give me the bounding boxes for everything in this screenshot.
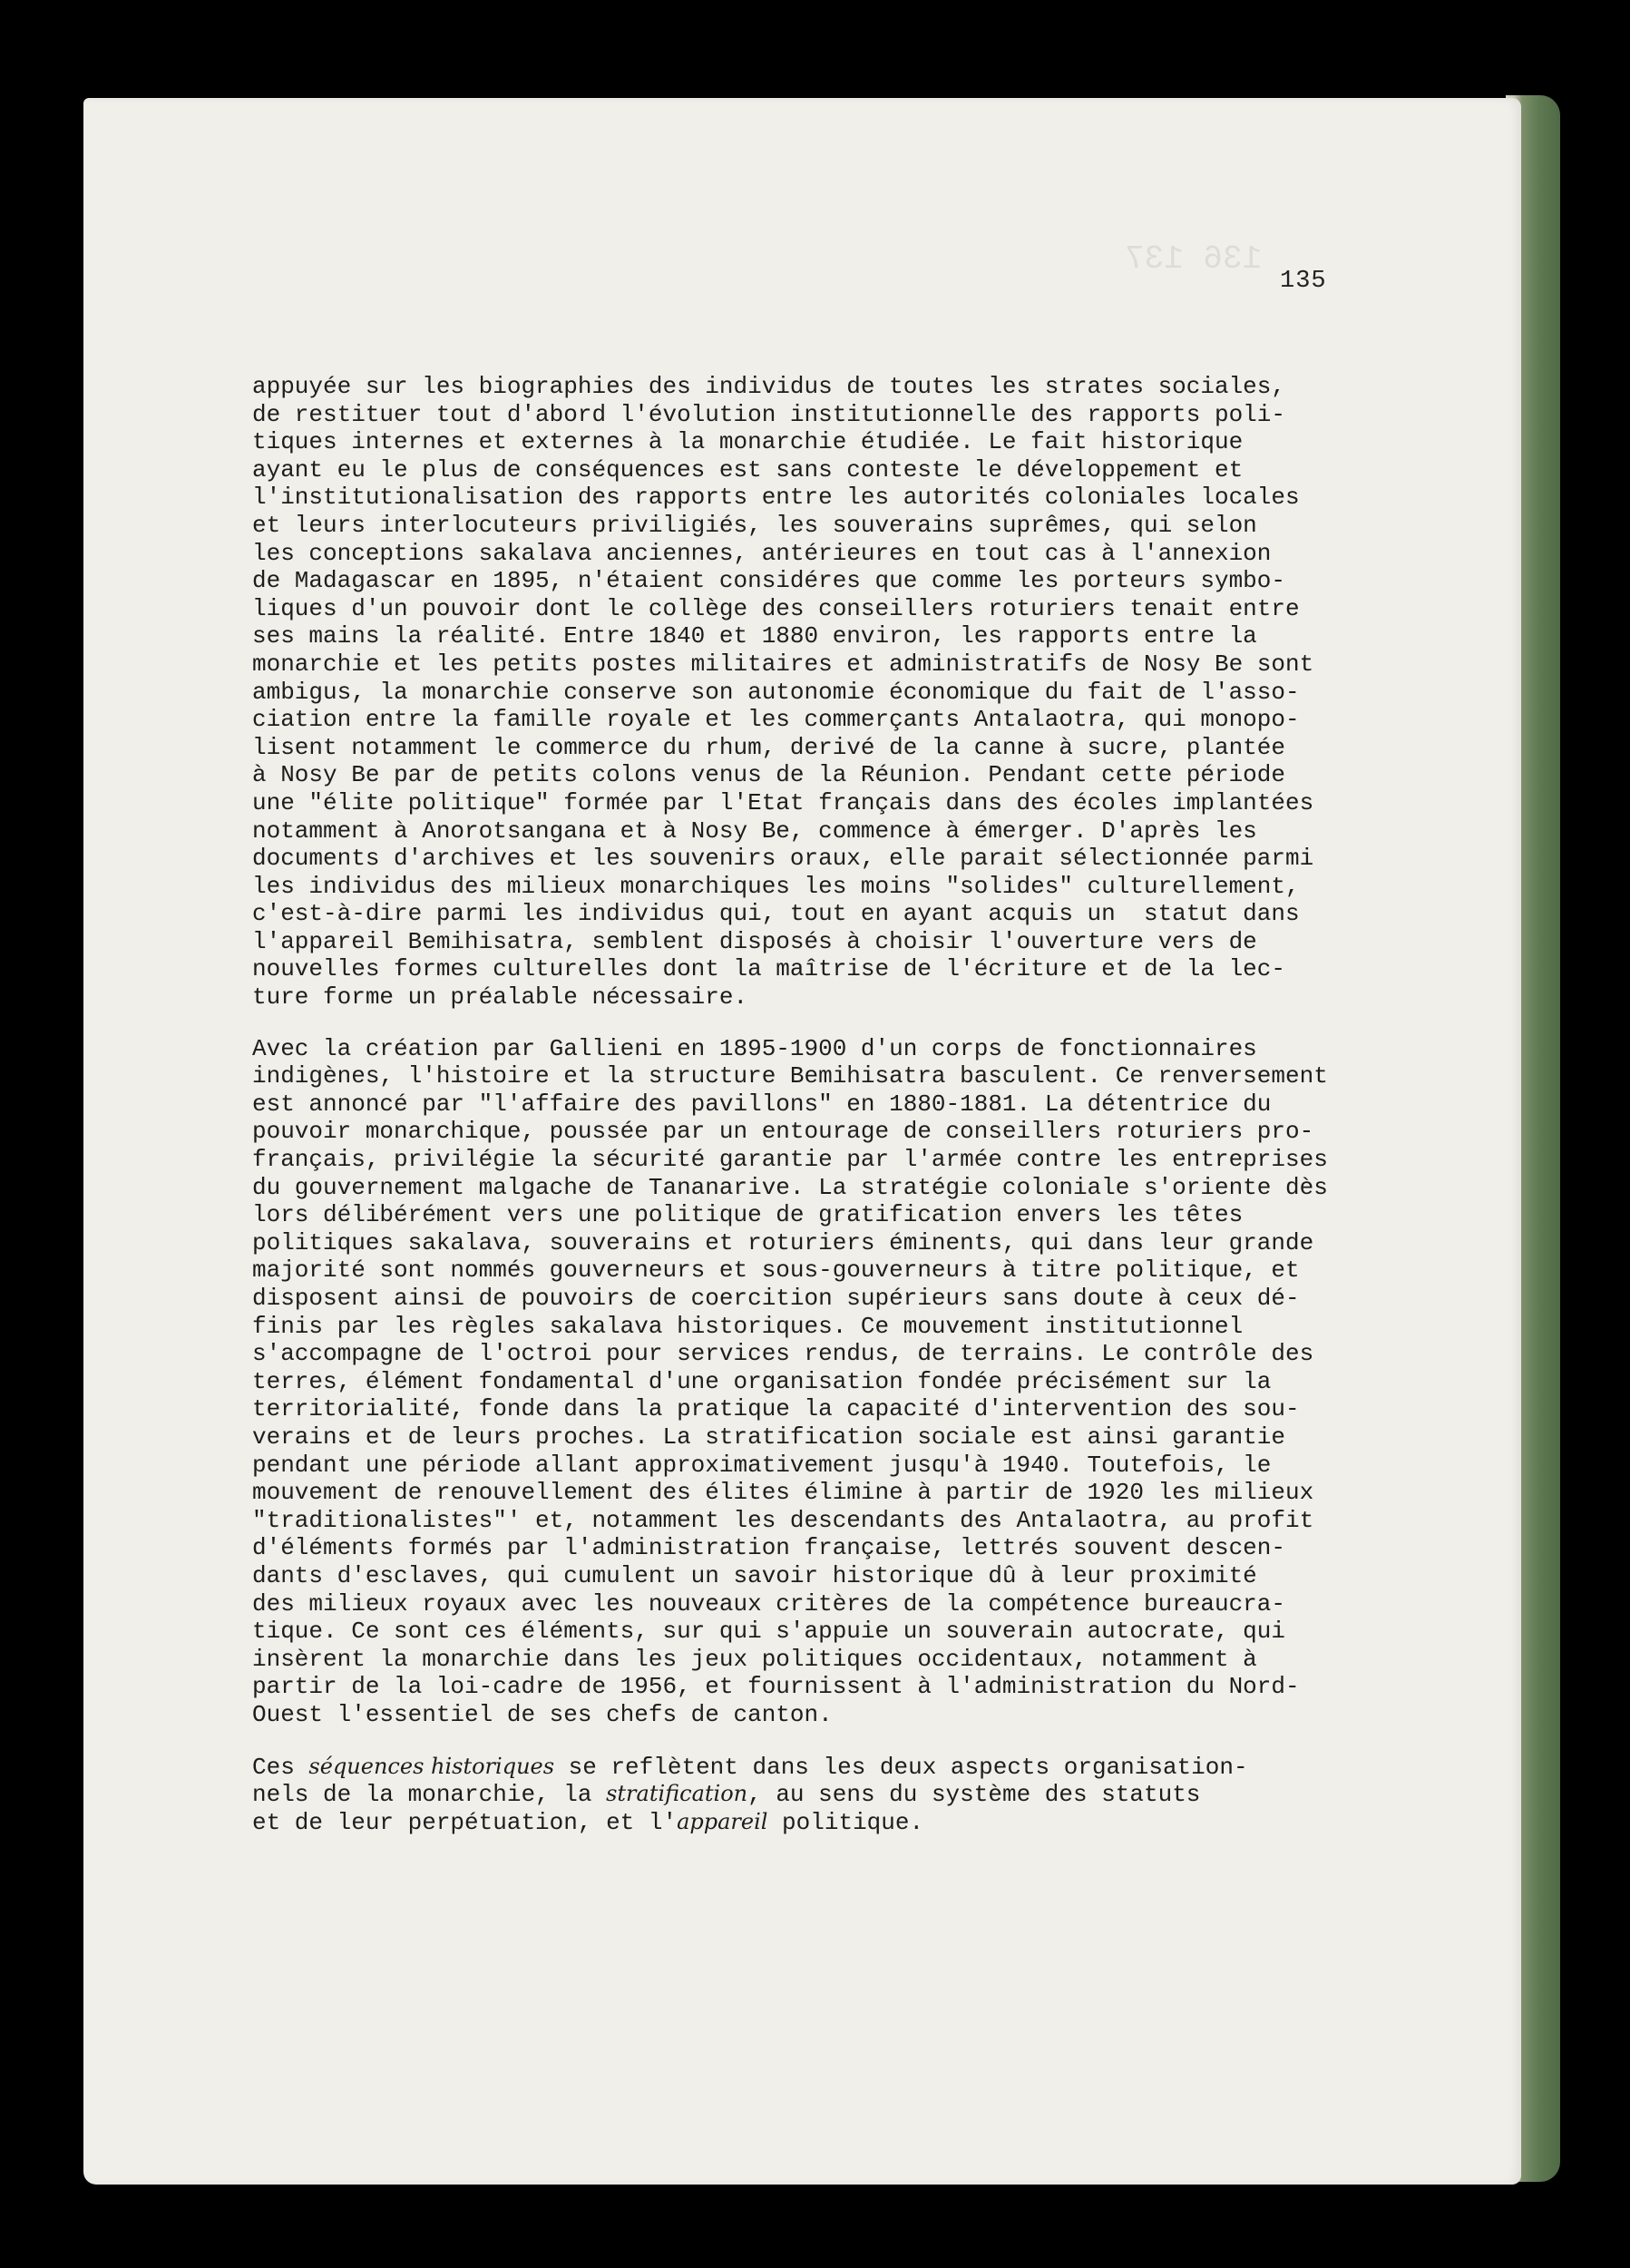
paragraph-gap xyxy=(252,1012,1413,1035)
text-line xyxy=(252,373,1413,401)
paragraph-gap xyxy=(252,1729,1413,1753)
text-line xyxy=(252,650,1413,679)
text-line xyxy=(252,1808,1413,1836)
line-text: monarchie et les petits postes militaires et administratifs de Nosy Be sont xyxy=(252,650,1314,678)
text-line xyxy=(252,1590,1413,1618)
line-text: et leurs interlocuteurs priviligiés, les souverains suprêmes, qui selon xyxy=(252,511,1257,539)
line-text: majorité sont nommés gouverneurs et sous-gouverneurs à titre politique, et xyxy=(252,1256,1300,1285)
line-text: de Madagascar en 1895, n'étaient considéres que comme les porteurs symbo- xyxy=(252,567,1285,595)
text-line xyxy=(252,1090,1413,1119)
text-line xyxy=(252,1256,1413,1285)
line-text: notamment à Anorotsangana et à Nosy Be, commence à émerger. D'après les xyxy=(252,816,1257,845)
line-text: du gouvernement malgache de Tananarive. La stratégie coloniale s'oriente dès xyxy=(252,1173,1328,1201)
text-line xyxy=(252,1646,1413,1674)
text-line xyxy=(252,1701,1413,1729)
text-line xyxy=(252,595,1413,623)
text-line xyxy=(252,622,1413,650)
line-text: finis par les règles sakalava historiques. Ce mouvement institutionnel xyxy=(252,1312,1244,1340)
bleed-through-page-number: 136 137 xyxy=(1125,240,1263,278)
line-text: une "élite politique" formée par l'Etat français dans des écoles implantées xyxy=(252,788,1314,816)
line-text: les conceptions sakalava anciennes, antérieures en tout cas à l'annexion xyxy=(252,539,1272,567)
text-line xyxy=(252,845,1413,873)
text-line xyxy=(252,1035,1413,1063)
text-line xyxy=(252,1229,1413,1257)
text-line xyxy=(252,679,1413,707)
line-text: terres, élément fondamental d'une organisation fondée précisément sur la xyxy=(252,1367,1272,1395)
line-text: territorialité, fonde dans la pratique la capacité d'intervention des sou- xyxy=(252,1395,1300,1423)
italic-term: stratification xyxy=(606,1781,748,1807)
text-line xyxy=(252,928,1413,956)
line-text: les individus des milieux monarchiques les moins "solides" culturellement, xyxy=(252,872,1300,900)
text-line xyxy=(252,540,1413,568)
text-line xyxy=(252,1368,1413,1396)
line-text: tique. Ce sont ces éléments, sur qui s'appuie un souverain autocrate, qui xyxy=(252,1618,1285,1646)
text-line xyxy=(252,1618,1413,1646)
text-line xyxy=(252,1452,1413,1480)
text-line xyxy=(252,428,1413,456)
line-text: l'institutionalisation des rapports entre les autorités coloniales locales xyxy=(252,484,1300,512)
text-line xyxy=(252,1395,1413,1423)
line-text: s'accompagne de l'octroi pour services rendus, de terrains. Le contrôle des xyxy=(252,1340,1314,1368)
text-line xyxy=(252,1673,1413,1701)
text-line xyxy=(252,1174,1413,1202)
line-text: lisent notamment le commerce du rhum, derivé de la canne à sucre, plantée xyxy=(252,733,1285,761)
line-text: de restituer tout d'abord l'évolution institutionnelle des rapports poli- xyxy=(252,400,1285,428)
text-line xyxy=(252,789,1413,817)
line-text: à Nosy Be par de petits colons venus de la Réunion. Pendant cette période xyxy=(252,761,1285,789)
line-text: ses mains la réalité. Entre 1840 et 1880 environ, les rapports entre la xyxy=(252,622,1257,650)
paragraph xyxy=(252,373,1413,1012)
text-line xyxy=(252,1118,1413,1146)
line-text: ture forme un préalable nécessaire. xyxy=(252,983,748,1012)
line-text: se reflètent dans les deux aspects organisation- xyxy=(554,1753,1248,1781)
text-line xyxy=(252,1285,1413,1313)
line-text: lors délibérément vers une politique de gratification envers les têtes xyxy=(252,1201,1244,1229)
text-line xyxy=(252,900,1413,928)
italic-term: appareil xyxy=(677,1808,768,1834)
line-text: mouvement de renouvellement des élites élimine à partir de 1920 les milieux xyxy=(252,1479,1314,1507)
line-text: des milieux royaux avec les nouveaux critères de la compétence bureaucra- xyxy=(252,1589,1285,1618)
text-line xyxy=(252,567,1413,595)
line-text: partir de la loi-cadre de 1956, et fournissent à l'administration du Nord- xyxy=(252,1673,1300,1701)
page-number: 135 xyxy=(1280,268,1327,295)
line-text: d'éléments formés par l'administration française, lettrés souvent descen- xyxy=(252,1534,1285,1562)
text-line xyxy=(252,734,1413,762)
text-line xyxy=(252,955,1413,983)
line-text: politiques sakalava, souverains et roturiers éminents, qui dans leur grande xyxy=(252,1228,1314,1256)
text-line xyxy=(252,1479,1413,1507)
paragraph xyxy=(252,1035,1413,1729)
line-text: français, privilégie la sécurité garantie par l'armée contre les entreprises xyxy=(252,1146,1328,1174)
paragraph xyxy=(252,1753,1413,1836)
italic-term: séquences historiques xyxy=(308,1753,555,1779)
text-line xyxy=(252,706,1413,734)
line-text: appuyée sur les biographies des individus de toutes les strates sociales, xyxy=(252,373,1285,400)
line-text: nouvelles formes culturelles dont la maîtrise de l'écriture et de la lec- xyxy=(252,955,1285,983)
line-text: dants d'esclaves, qui cumulent un savoir historique dû à leur proximité xyxy=(252,1561,1257,1589)
text-line xyxy=(252,1423,1413,1452)
line-text: est annoncé par "l'affaire des pavillons" en 1880-1881. La détentrice du xyxy=(252,1090,1272,1118)
text-line xyxy=(252,1340,1413,1368)
text-line xyxy=(252,512,1413,540)
text-line xyxy=(252,1146,1413,1174)
text-line xyxy=(252,1780,1413,1808)
text-line xyxy=(252,1534,1413,1562)
text-line xyxy=(252,983,1413,1012)
line-text: liques d'un pouvoir dont le collège des conseillers roturiers tenait entre xyxy=(252,594,1300,622)
line-text: Ces xyxy=(252,1753,309,1781)
line-text: disposent ainsi de pouvoirs de coercition supérieurs sans doute à ceux dé- xyxy=(252,1285,1300,1312)
line-text: "traditionalistes"' et, notamment les descendants des Antalaotra, au profit xyxy=(252,1506,1314,1534)
text-line xyxy=(252,1562,1413,1590)
line-text: Avec la création par Gallieni en 1895-1900 d'un corps de fonctionnaires xyxy=(252,1034,1257,1062)
line-text: insèrent la monarchie dans les jeux politiques occidentaux, notamment à xyxy=(252,1645,1257,1673)
line-text: ayant eu le plus de conséquences est sans conteste le développement et xyxy=(252,455,1244,484)
line-text: Ouest l'essentiel de ses chefs de canton. xyxy=(252,1700,833,1728)
line-text: tiques internes et externes à la monarchie étudiée. Le fait historique xyxy=(252,428,1244,456)
text-line xyxy=(252,1201,1413,1229)
line-text: documents d'archives et les souvenirs oraux, elle parait sélectionnée parmi xyxy=(252,845,1314,873)
line-text: ciation entre la famille royale et les commerçants Antalaotra, qui monopo- xyxy=(252,706,1300,734)
body-text xyxy=(252,373,1413,1835)
text-line xyxy=(252,484,1413,512)
line-text: politique. xyxy=(767,1808,924,1836)
text-line xyxy=(252,761,1413,789)
line-text: et de leur perpétuation, et l' xyxy=(252,1808,678,1836)
line-text: pendant une période allant approximativement jusqu'à 1940. Toutefois, le xyxy=(252,1451,1272,1479)
text-line xyxy=(252,1507,1413,1535)
text-line xyxy=(252,456,1413,484)
line-text: , au sens du système des statuts xyxy=(747,1781,1201,1809)
text-line xyxy=(252,873,1413,901)
line-text: verains et de leurs proches. La stratification sociale est ainsi garantie xyxy=(252,1422,1285,1451)
text-line xyxy=(252,817,1413,846)
text-line xyxy=(252,1753,1413,1781)
line-text: nels de la monarchie, la xyxy=(252,1781,607,1809)
text-line xyxy=(252,1313,1413,1341)
line-text: indigènes, l'histoire et la structure Bemihisatra basculent. Ce renversement xyxy=(252,1062,1328,1090)
line-text: c'est-à-dire parmi les individus qui, tout en ayant acquis un statut dans xyxy=(252,900,1300,928)
line-text: pouvoir monarchique, poussée par un entourage de conseillers roturiers pro- xyxy=(252,1118,1314,1146)
line-text: ambigus, la monarchie conserve son autonomie économique du fait de l'asso- xyxy=(252,678,1300,706)
line-text: l'appareil Bemihisatra, semblent disposés à choisir l'ouverture vers de xyxy=(252,927,1257,955)
text-line xyxy=(252,1062,1413,1090)
text-line xyxy=(252,401,1413,429)
